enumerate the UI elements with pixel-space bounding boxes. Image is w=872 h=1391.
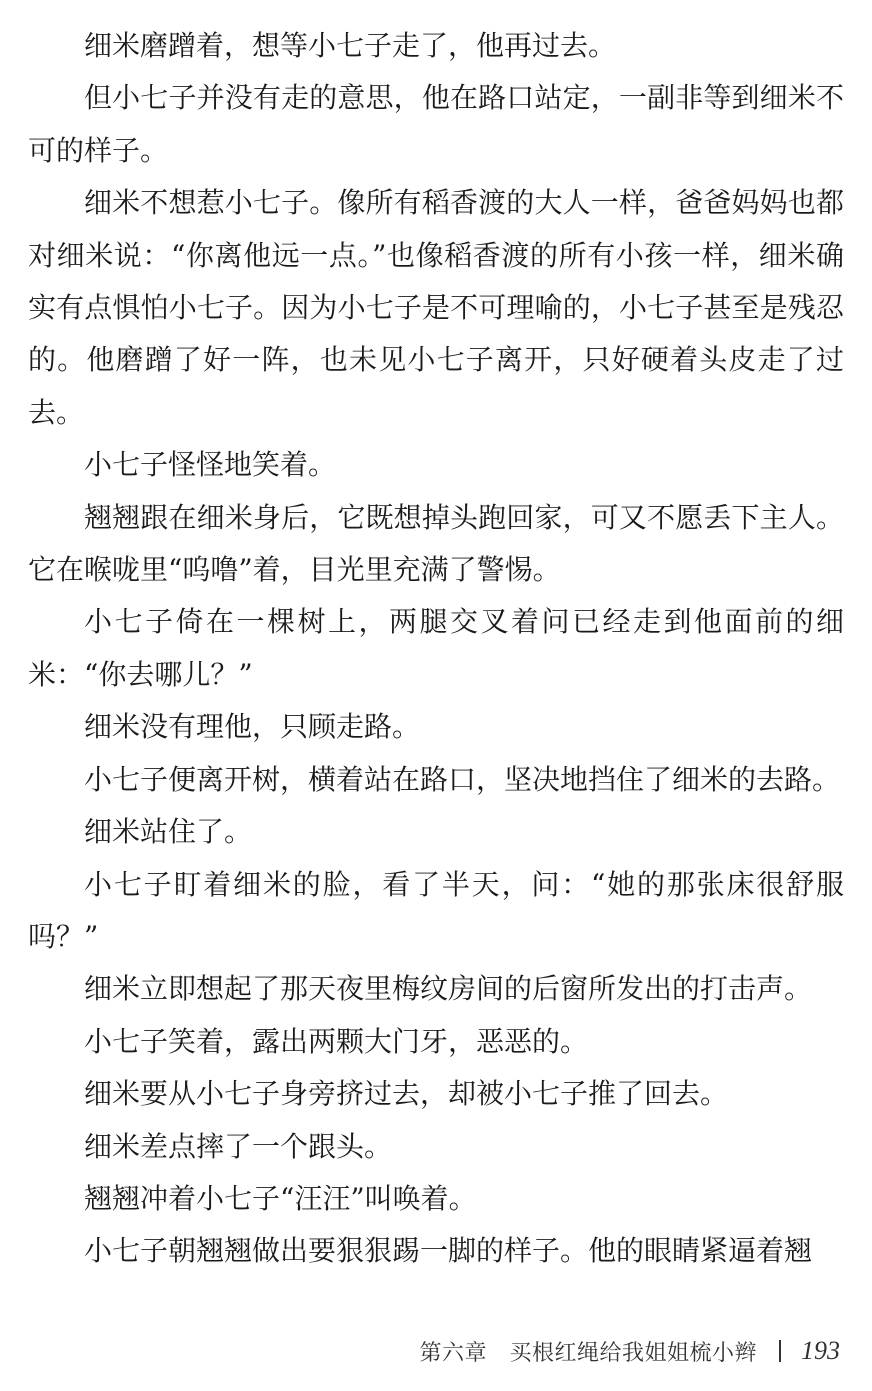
page-footer [0,1334,840,1368]
paragraph: 小七子便离开树，横着站在路口，坚决地挡住了细米的去路。 [84,762,841,796]
paragraph: 细米不想惹小七子。像所有稻香渡的大人一样，爸爸妈妈也都对细米说：“你离他远一点。”也像稻香渡的所有小孩一样，细米确实有点惧怕小七子。因为小七子是不可理喻的，小七子甚至是残忍的。他磨蹭了好一阵，也未见小七子离开，只好硬着头皮走了过去。 [28,186,844,429]
paragraph: 细米磨蹭着，想等小七子走了，他再过去。 [84,29,617,62]
paragraph: 翘翘跟在细米身后，它既想掉头跑回家，可又不愿丢下主人。它在喉咙里“呜噜”着，目光里充满了警惕。 [28,500,844,587]
paragraph: 细米要从小七子身旁挤过去，却被小七子推了回去。 [84,1077,729,1111]
paragraph: 小七子怪怪地笑着。 [84,448,337,482]
paragraph: 小七子笑着，露出两颗大门牙，恶恶的。 [84,1024,589,1058]
chapter-title: 第六章 买根红绳给我姐姐梳小辫 [419,1340,757,1366]
paragraph: 但小七子并没有走的意思，他在路口站定，一副非等到细米不可的样子。 [28,81,844,167]
paragraph: 细米差点摔了一个跟头。 [84,1129,393,1163]
footer-divider [779,1340,781,1362]
page-number: 193 [801,1336,840,1365]
paragraph: 翘翘冲着小七子“汪汪”叫唤着。 [84,1181,477,1215]
paragraph: 小七子盯着细米的脸，看了半天，问：“她的那张床很舒服吗？” [28,867,844,953]
paragraph: 小七子朝翘翘做出要狠狠踢一脚的样子。他的眼睛紧逼着翘 [84,1234,813,1268]
paragraph: 细米站住了。 [84,815,253,849]
paragraph: 小七子倚在一棵树上，两腿交叉着问已经走到他面前的细米：“你去哪儿？” [28,605,844,691]
paragraph: 细米没有理他，只顾走路。 [84,710,421,744]
body-text [28,20,844,1278]
paragraph: 细米立即想起了那天夜里梅纹房间的后窗所发出的打击声。 [84,972,813,1006]
